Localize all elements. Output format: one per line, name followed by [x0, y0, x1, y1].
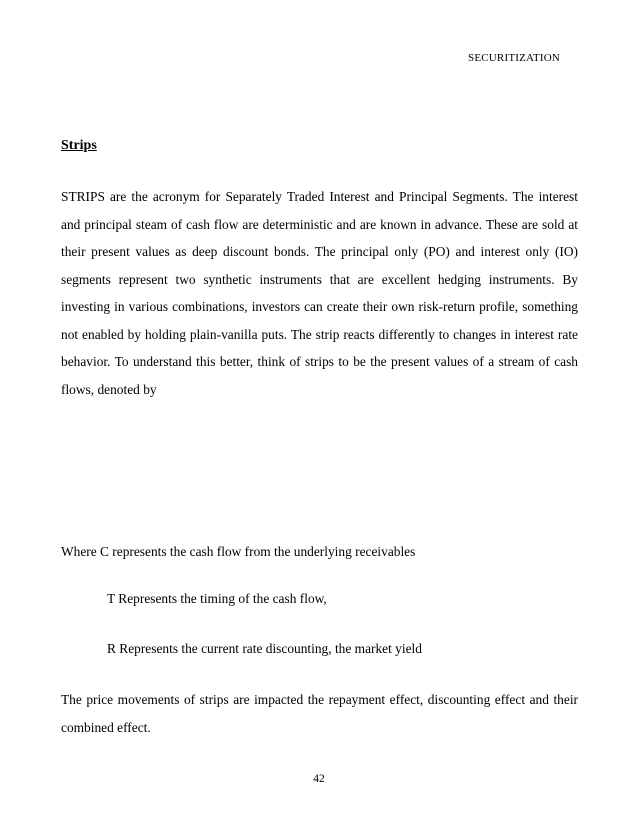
- definition-t: T Represents the timing of the cash flow,: [107, 591, 327, 606]
- page-number: 42: [313, 773, 325, 785]
- formula-placeholder: [61, 380, 578, 520]
- price-movements-paragraph: The price movements of strips are impacted the repayment effect, discounting effect and their combined effect.: [61, 692, 578, 735]
- section-heading: Strips: [61, 138, 97, 153]
- where-c-line: Where C represents the cash flow from the underlying receivables: [61, 544, 416, 559]
- definition-r: R Represents the current rate discounting, the market yield: [107, 641, 422, 656]
- running-header: SECURITIZATION: [468, 52, 561, 64]
- strips-paragraph: STRIPS are the acronym for Separately Traded Interest and Principal Segments. The interest and principal steam of cash flow are deterministic and are known in advance. These are sold at their present values as deep discount bonds. The principal only (PO) and interest only (IO) segments represent two synthetic instruments that are excellent hedging instruments. By investing in various combinations, investors can create their own risk-return profile, something not enabled by holding plain-vanilla puts. The strip reacts differently to changes in interest rate behavior. To understand this better, think of strips to be the present values of a stream of cash flows, denoted by: [61, 189, 578, 397]
